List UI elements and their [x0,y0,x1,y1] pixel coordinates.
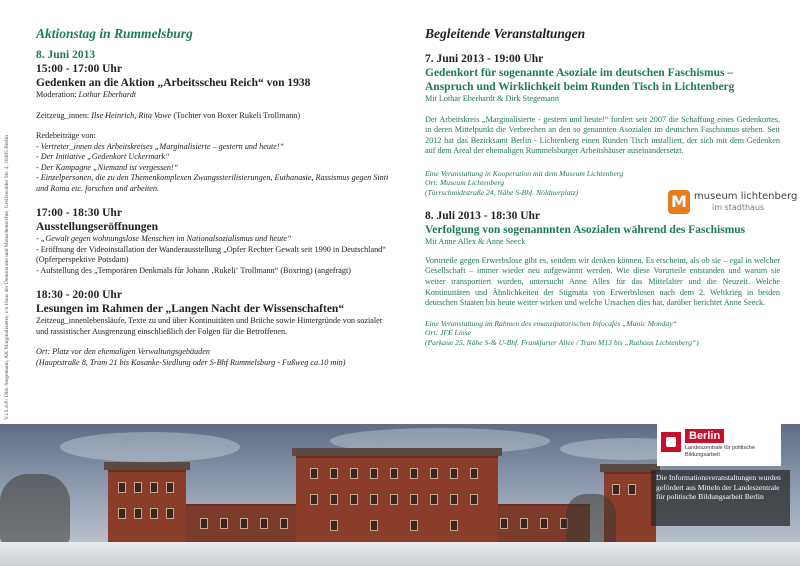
exhibition-item: - Eröffnung der Videoinstallation der Wanderausstellung „Opfer Rechter Gewalt seit 1990 in Deutschland“ (Opferperspektive Potsdam) [36,244,386,264]
tree [0,474,70,544]
r-event2-body: Vorurteile gegen Erwerbslose gibt es, seitdem wir denken können. Es erscheint, als ob sie – egal in welcher Gesellschaft – immer wieder neu aufgewärmt werden. Wie diese Vorurteile entstanden und warum sie weiter transportiert wurden, untersucht Anne Allex für das Mittelalter und die Neuzeit. Welche Kontinuitäten und Ähnlichkeiten der Stigmata von Erwerbslosen nach dem 2. Weltkrieg in beiden deutschen Staaten bis heute weiter wirken und welche Ursachen dies hat, darüber berichtet Anne Seeck. [425,255,780,308]
event3-time: 18:30 - 20:00 Uhr [36,289,122,301]
window [370,494,378,505]
snowy-ground [0,542,800,566]
berlin-logo-sub: Landeszentrale für politische Bildungsarbeit [685,445,756,458]
r-event2-datetime: 8. Juli 2013 - 18:30 Uhr [425,210,540,223]
window [470,468,478,479]
exhibition-item: - Aufstellung des „Temporären Denkmals für Johann ‚Rukeli‘ Trollmann“ (Boxring) (angefragt) [36,265,352,275]
imprint-vertical-text: V.i.S.d.P.: Dirk Stegemann, AK Marginalisierte, c/o Haus der Demokratie und Menschenrechte, Greifswalder Str. 4, 10405 Berlin [4,135,10,420]
exhibition-item: - „Gewalt gegen wohnungslose Menschen im Nationalsozialismus und heute“ [36,234,292,243]
r-event1-with: Mit Lothar Eberhardt & Dirk Stegemann [425,94,559,103]
berlin-landeszentrale-logo [657,424,781,466]
window [450,494,458,505]
window [430,468,438,479]
window [310,494,318,505]
window [240,518,248,529]
window [450,520,458,531]
window [310,468,318,479]
window [220,518,228,529]
event3-text: Zeitzeug_innenlebensläufe, Texte zu und über Kontinuitäten und Brüche sowie Hintergründe von sozialer und rassistischer Ausgrenzung einschließlich der Folgen für die Betroffenen. [36,316,383,336]
place-address: (Hauptstraße 8, Tram 21 bis Kosanke-Siedlung oder S-Bhf Rummelsburg - Fußweg ca.10 min) [36,357,346,367]
window [430,494,438,505]
window [134,508,142,519]
museum-logo-name: museum lichtenberg [694,191,798,202]
window [410,494,418,505]
museum-lichtenberg-logo [668,190,798,216]
window [134,482,142,493]
tree [566,494,616,544]
r-event1-address: (Türrschmidtstraße 24, Nähe S-Bhf. Nöldnerplatz) [425,187,579,197]
berlin-bear-icon [661,432,681,452]
window [410,520,418,531]
window [628,484,636,495]
witness-line: Zeitzeug_innen: Ilse Heinrich, Rita Vowe (Tochter von Boxer Rukeli Trollmann) [36,110,301,120]
section-title-aktionstag: Aktionstag in Rummelsburg [36,26,193,41]
window [166,508,174,519]
window [150,482,158,493]
speaker-item: - Der Kampagne „Niemand ist vergessen!“ [36,162,179,172]
window [280,518,288,529]
r-event2-address: (Parkaue 25, Nähe S-& U-Bhf. Frankfurter Allee / Tram M13 bis „Rathaus Lichtenberg“) [425,337,699,347]
event3-title: Lesungen im Rahmen der „Langen Nacht der Wissenschaften“ [36,303,345,315]
window [612,484,620,495]
place-line: Ort: Platz vor den ehemaligen Verwaltungsgebäuden [36,347,210,356]
window [118,482,126,493]
r-event1-title: Gedenkort für sogenannte Asoziale im deutschen Faschismus – Anspruch und Wirklichkeit beim Runden Tisch in Lichtenberg [425,67,735,93]
window [390,468,398,479]
window [350,494,358,505]
roof [104,462,190,470]
event-date: 8. Juni 2013 [36,49,96,61]
event1-title: Gedenken an die Aktion „Arbeitsscheu Reich“ von 1938 [36,77,311,89]
window [500,518,508,529]
speakers-label: Redebeiträge von: [36,131,96,140]
r-event1-datetime: 7. Juni 2013 - 19:00 Uhr [425,53,544,65]
r-event1-place: Ort: Museum Lichtenberg [425,178,505,188]
window [520,518,528,529]
window [260,518,268,529]
speaker-item: - Einzelpersonen, die zu den Themenkomplexen Zwangssterilisierungen, Euthanasie, Rassismus gegen Sinti und Roma etc. forschen und arbeiten. [36,173,389,193]
roof [292,448,502,456]
right-column [425,26,780,347]
event2-time: 17:00 - 18:30 Uhr [36,207,122,219]
window [410,468,418,479]
window [330,468,338,479]
window [200,518,208,529]
cloud [60,432,240,462]
speaker-item: - Vertreter_innen des Arbeitskreises „Marginalisierte – gestern und heute!“ [36,141,285,151]
r-event1-body: Der Arbeitskreis „Marginalisierte - gestern und heute!“ fordert seit 2007 die Schaffung eines Gedenkortes, in deren Mittelpunkt die Verbrechen an den so genannten Asozialen im deutschen Faschismus stehen. Seit 2012 hat das Bezirksamt Berlin - Lichtenberg einen Runden Tisch installiert, der sich mit dem Gedenken auf dem Areal der ehemaligen Rummelsburger Arbeitshäuser auseinandersetzt. [425,114,780,156]
window [370,468,378,479]
r-event1-coop: Eine Veranstaltung in Kooperation mit dem Museum Lichtenberg [425,168,624,178]
museum-logo-mark: M [668,190,690,214]
window [450,468,458,479]
window [350,468,358,479]
r-event2-place: Ort: JFE Linse [425,328,471,338]
event1-time: 15:00 - 17:00 Uhr [36,63,122,75]
window [540,518,548,529]
museum-logo-sub: im stadthaus [712,203,765,212]
left-column [36,26,391,368]
window [166,482,174,493]
speaker-item: - Der Initiative „Gedenkort Uckermark“ [36,152,170,161]
window [470,494,478,505]
funding-note: Die Informationsveranstaltungen wurden gefördert aus Mitteln der Landeszentrale für politische Bildungsarbeit Berlin [651,470,790,526]
berlin-logo-name: Berlin [685,429,724,443]
window [150,508,158,519]
r-event2-title: Verfolgung von sogenannnten Asozialen während des Faschismus [425,224,746,237]
r-event2-with: Mit Anne Allex & Anne Seeck [425,237,526,247]
moderation-line: Moderation: Lothar Eberhardt [36,90,137,99]
event2-title: Ausstellungseröffnungen [36,221,159,233]
section-title-begleitend: Begleitende Veranstaltungen [425,26,586,41]
window [370,520,378,531]
window [118,508,126,519]
window [330,494,338,505]
r-event2-coop: Eine Veranstaltung im Rahmen des emanzipatorischen Infocafés „Manic Monday“ [425,318,677,328]
window [330,520,338,531]
window [390,494,398,505]
